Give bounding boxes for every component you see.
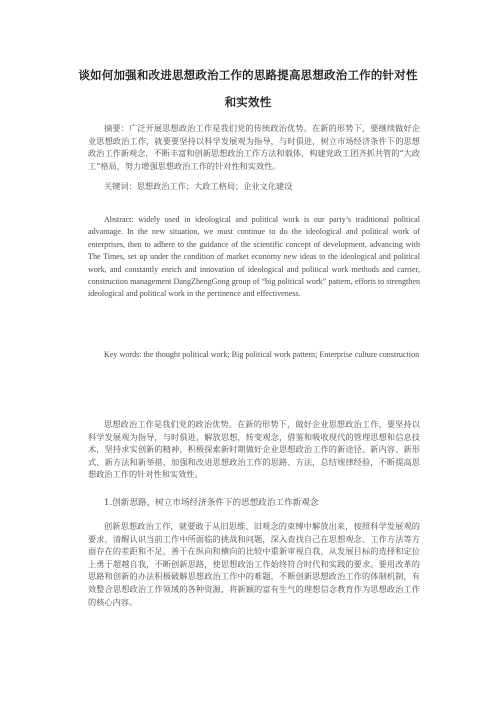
section-1-heading: 1.创新思路，树立市场经济条件下的思想政治工作新观念	[104, 498, 319, 508]
english-abstract: Abstract: widely used in ideological and political work is our party’s traditional political advantage. In the new situation, we must continue to do the ideological and political work of enterprises, then to adhere to the guidance of the scientific concept of development, advancing with The Times, set up under the condition of market economy new ideas to the ideological and political work, and constantly enrich and innovation of ideological and political work methods and carrier, construction management DangZhengGong group of “big political work” pattern, efforts to strengthen ideological and political work in the pertinence and effectiveness.	[88, 215, 420, 299]
document-title-line-1: 谈如何加强和改进思想政治工作的思路提高思想政治工作的针对性	[78, 68, 418, 82]
english-keywords: Key words: the thought political work; Big political work pattern; Enterprise culture construction	[104, 350, 420, 359]
document-title-line-2: 和实效性	[224, 95, 272, 109]
chinese-abstract: 摘要：广泛开展思想政治工作是我们党的传统政治优势。在新的形势下，要继续做好企业思想政治工作，就要要坚持以科学发展观为指导，与时俱进，树立市场经济条件下的思想政治工作新观念，不断丰富和创新思想政治工作方法和载体，构建党政工团齐抓共管的“大政工”格局，努力增强思想政治工作的针对性和实效性。	[88, 123, 420, 171]
introduction-paragraph: 思想政治工作是我们党的政治优势。在新的形势下，做好企业思想政治工作，要坚持以科学发展观为指导，与时俱进，解放思想，转变观念，借鉴和吸收现代的管理思想和信息技术，坚持求实创新的精神，积极探索新时期做好企业思想政治工作的新途径、新内容、新形式、新方法和新举措，加强和改进思想政治工作的思路、方法，总结规律经验，不断提高思想政治工作的针对性和实效性。	[88, 419, 420, 480]
chinese-keywords: 关键词：思想政治工作；大政工格局；企业文化建设	[104, 181, 293, 191]
section-1-body: 创新思想政治工作，就要敢于从旧思维、旧观念的束缚中解放出来，按照科学发展观的要求，清醒认识当前工作中所面临的挑战和问题，深入查找自己在思想观念、工作方法等方面存在的差距和不足，善于在纵向和横向的比较中重新审视自我，从发展目标的选择和定位上勇于超越自我，不断创新思路，使思想政治工作始终符合时代和实践的要求。要用改革的思路和创新的办法积极破解思想政治工作中的难题，不断创新思想政治工作的体制机制，有效整合思想政治工作领域的各种资源，将新颖的富有生气的理想信念教育作为思想政治工作的核心内容。	[88, 521, 420, 607]
